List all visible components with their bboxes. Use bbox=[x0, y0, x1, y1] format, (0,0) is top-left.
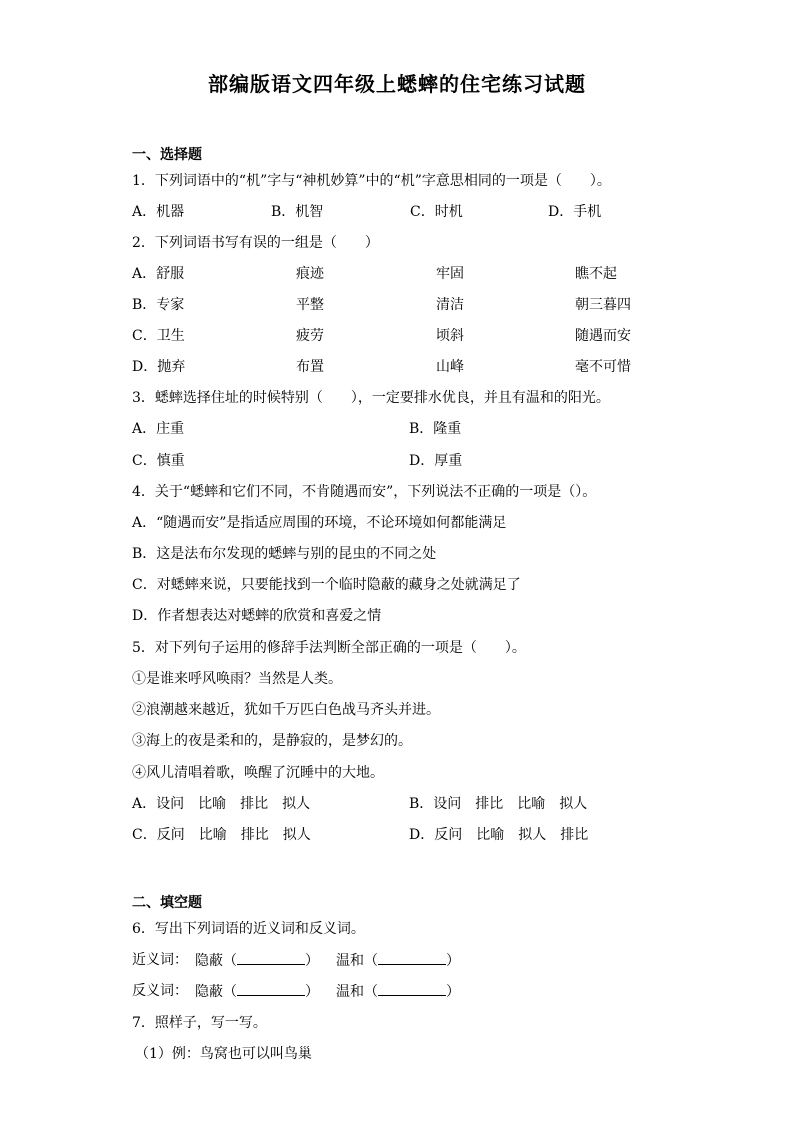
q6-synonym-blank-1[interactable] bbox=[237, 950, 305, 965]
q2-row-d-word4: 毫不可惜 bbox=[575, 359, 631, 375]
q4-option-b: B．这是法布尔发现的蟋蟀与别的昆虫的不同之处 bbox=[132, 546, 437, 562]
question-4-stem: 4．关于“蟋蟀和它们不同，不肯随遇而安”，下列说法不正确的一项是（）。 bbox=[132, 484, 597, 500]
question-6-stem: 6．写出下列词语的近义词和反义词。 bbox=[132, 921, 365, 937]
q2-row-b-word4: 朝三暮四 bbox=[575, 297, 631, 313]
q2-row-c-word3: 顷斜 bbox=[436, 328, 464, 344]
q5-sentence-1: ①是谁来呼风唤雨？当然是人类。 bbox=[132, 671, 342, 687]
q6-close-paren: ） bbox=[446, 953, 460, 969]
q2-row-d-word3: 山峰 bbox=[436, 359, 464, 375]
q4-option-a: A．“随遇而安”是指适应周围的环境，不论环境如何都能满足 bbox=[132, 515, 507, 531]
section-heading-choice: 一、选择题 bbox=[132, 147, 202, 163]
q6-antonym-label: 反义词： bbox=[132, 983, 188, 999]
q5-option-a: A．设问 比喻 排比 拟人 bbox=[132, 796, 311, 812]
q3-option-a: A．庄重 bbox=[132, 421, 185, 437]
question-2-stem: 2．下列词语书写有误的一组是（ ） bbox=[132, 235, 379, 251]
q6-antonym-item-2 bbox=[336, 981, 460, 1002]
q1-option-c: C．时机 bbox=[410, 204, 463, 220]
q4-option-d: D．作者想表达对蟋蟀的欣赏和喜爱之情 bbox=[132, 608, 382, 624]
section-heading-fill: 二、填空题 bbox=[132, 895, 202, 911]
q2-row-b-word2: 平整 bbox=[296, 297, 324, 313]
q7-example: （1）例：鸟窝也可以叫鸟巢 bbox=[135, 1046, 312, 1062]
q2-row-c-word4: 随遇而安 bbox=[575, 328, 631, 344]
question-5-stem: 5．对下列句子运用的修辞手法判断全部正确的一项是（ ）。 bbox=[132, 640, 526, 656]
q2-row-c-word1: C．卫生 bbox=[132, 328, 185, 344]
q6-word-hidden: 隐蔽（ bbox=[195, 984, 237, 1000]
q2-row-a-word3: 牢固 bbox=[436, 266, 464, 282]
q2-row-a-word2: 痕迹 bbox=[296, 266, 324, 282]
q6-synonym-item-1 bbox=[195, 950, 319, 971]
q6-word-mild: 温和（ bbox=[336, 953, 378, 969]
q2-row-a-word4: 瞧不起 bbox=[575, 266, 617, 282]
q5-option-d: D．反问 比喻 拟人 排比 bbox=[409, 827, 589, 843]
q1-option-a: A．机器 bbox=[132, 204, 185, 220]
q1-option-d: D．手机 bbox=[548, 204, 602, 220]
q6-word-hidden: 隐蔽（ bbox=[195, 953, 237, 969]
q6-antonym-blank-1[interactable] bbox=[237, 981, 305, 996]
q4-option-c: C．对蟋蟀来说，只要能找到一个临时隐蔽的藏身之处就满足了 bbox=[132, 577, 521, 593]
q1-option-b: B．机智 bbox=[271, 204, 324, 220]
q6-synonym-blank-2[interactable] bbox=[378, 950, 446, 965]
q3-option-b: B．隆重 bbox=[409, 421, 462, 437]
q2-row-d-word1: D．抛弃 bbox=[132, 359, 186, 375]
q6-antonym-item-1 bbox=[195, 981, 319, 1002]
q6-word-mild: 温和（ bbox=[336, 984, 378, 1000]
q6-synonym-label: 近义词： bbox=[132, 952, 188, 968]
q2-row-a-word1: A．舒服 bbox=[132, 266, 185, 282]
page-title: 部编版语文四年级上蟋蟀的住宅练习试题 bbox=[208, 72, 586, 96]
q5-sentence-3: ③海上的夜是柔和的，是静寂的，是梦幻的。 bbox=[132, 733, 412, 749]
q2-row-d-word2: 布置 bbox=[296, 359, 324, 375]
q6-synonym-item-2 bbox=[336, 950, 460, 971]
q6-close-paren: ） bbox=[446, 984, 460, 1000]
q2-row-c-word2: 疲劳 bbox=[296, 328, 324, 344]
question-3-stem: 3．蟋蟀选择住址的时候特别（ ），一定要排水优良，并且有温和的阳光。 bbox=[132, 390, 610, 406]
q5-sentence-4: ④风儿清唱着歌，唤醒了沉睡中的大地。 bbox=[132, 765, 384, 781]
q6-antonym-blank-2[interactable] bbox=[378, 981, 446, 996]
q5-option-c: C．反问 比喻 排比 拟人 bbox=[132, 827, 311, 843]
q3-option-c: C．慎重 bbox=[132, 453, 185, 469]
question-1-stem: 1．下列词语中的“机”字与“神机妙算”中的“机”字意思相同的一项是（ ）。 bbox=[132, 173, 611, 189]
q2-row-b-word1: B．专家 bbox=[132, 297, 185, 313]
q6-close-paren: ） bbox=[305, 953, 319, 969]
q5-option-b: B．设问 排比 比喻 拟人 bbox=[409, 796, 588, 812]
q6-close-paren: ） bbox=[305, 984, 319, 1000]
q5-sentence-2: ②浪潮越来越近，犹如千万匹白色战马齐头并进。 bbox=[132, 702, 440, 718]
q3-option-d: D．厚重 bbox=[409, 453, 463, 469]
question-7-stem: 7．照样子，写一写。 bbox=[132, 1015, 267, 1031]
q2-row-b-word3: 清洁 bbox=[436, 297, 464, 313]
